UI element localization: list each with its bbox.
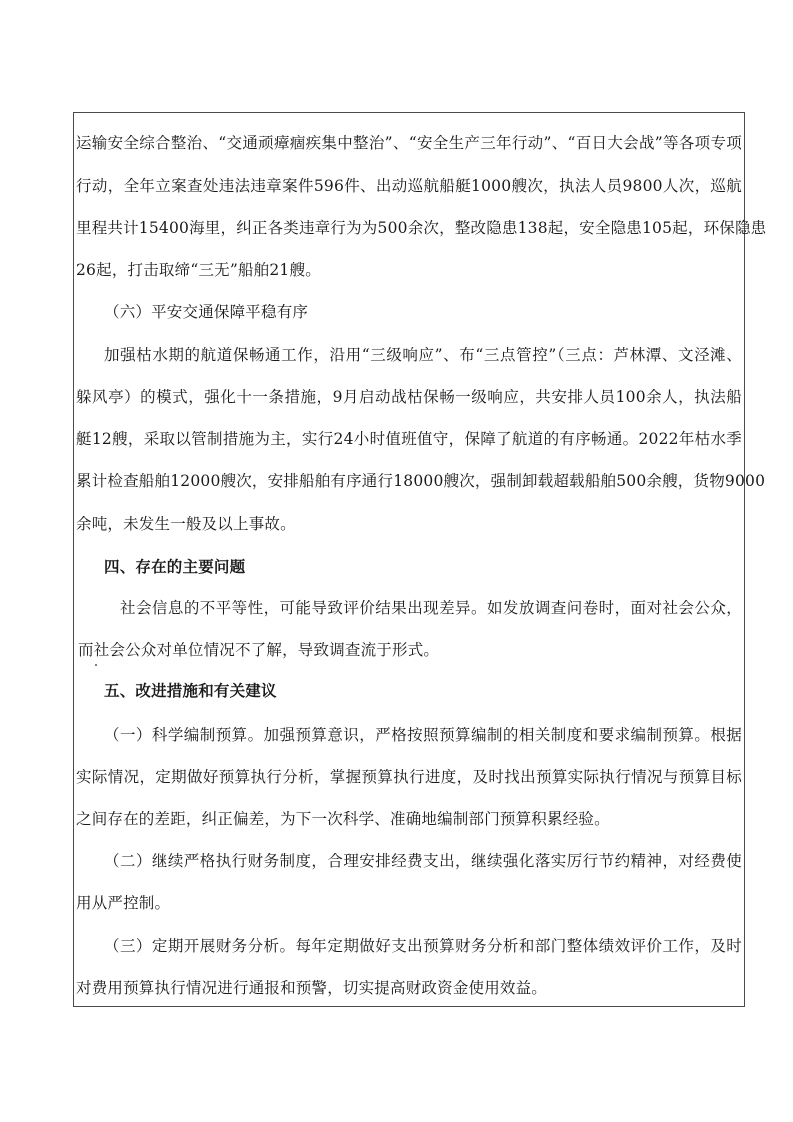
paragraph-dry-season-line: 加强枯水期的航道保畅通工作，沿用“三级响应”、布“三点管控”（三点：芦林潭、文泾滩、	[104, 346, 742, 364]
paragraph-dry-season-line: 累计检查船舶12000艘次，安排船舶有序通行18000艘次，强制卸载超载船舶500余艘，货物9000	[76, 472, 766, 490]
paragraph-traffic-line: 运输安全综合整治、“交通顽瘴痼疾集中整治”、“安全生产三年行动”、“百日大会战”等各项专项	[76, 134, 742, 152]
item-1-line: 实际情况，定期做好预算执行分析，掌握预算执行进度，及时找出预算实际执行情况与预算目标	[76, 768, 742, 786]
paragraph-problems-line: 社会信息的不平等性，可能导致评价结果出现差异。如发放调查问卷时，面对社会公众，	[120, 599, 742, 617]
item-2-line: （二）继续严格执行财务制度，合理安排经费支出，继续强化落实厉行节约精神，对经费使	[104, 852, 742, 870]
heading-main-problems: 四、存在的主要问题	[104, 558, 246, 576]
paragraph-dry-season-line: 躲风亭）的模式，强化十一条措施，9月启动战枯保畅一级响应，共安排人员100余人，执法船	[76, 388, 742, 406]
item-2-line: 用从严控制。	[76, 894, 171, 912]
paragraph-traffic-line: 26起，打击取缔“三无”船舶21艘。	[76, 261, 321, 279]
paragraph-problems-line: 而社会公众对单位情况不了解，导致调查流于形式。	[78, 641, 440, 659]
item-1-line: （一）科学编制预算。加强预算意识，严格按照预算编制的相关制度和要求编制预算。根据	[104, 726, 742, 744]
item-1-line: 之间存在的差距，纠正偏差，为下一次科学、准确地编制部门预算积累经验。	[76, 810, 610, 828]
item-3-line: 对费用预算执行情况进行通报和预警，切实提高财政资金使用效益。	[76, 979, 548, 997]
paragraph-dry-season-line: 余吨，未发生一般及以上事故。	[76, 515, 296, 533]
item-3-line: （三）定期开展财务分析。每年定期做好支出预算财务分析和部门整体绩效评价工作，及时	[104, 937, 742, 955]
paragraph-dry-season-line: 艇12艘，采取以管制措施为主，实行24小时值班值守，保障了航道的有序畅通。2022年枯水季	[76, 430, 742, 448]
sub-heading-safe-traffic: （六）平安交通保障平稳有序	[104, 303, 309, 321]
paragraph-traffic-line: 行动，全年立案查处违法违章案件596件、出动巡航船艇1000艘次，执法人员9800人次，巡航	[76, 177, 742, 195]
scan-speck	[95, 664, 97, 666]
paragraph-traffic-line: 里程共计15400海里，纠正各类违章行为为500余次，整改隐患138起，安全隐患105起，环保隐患	[76, 219, 767, 237]
heading-improvement-measures: 五、改进措施和有关建议	[104, 682, 277, 700]
